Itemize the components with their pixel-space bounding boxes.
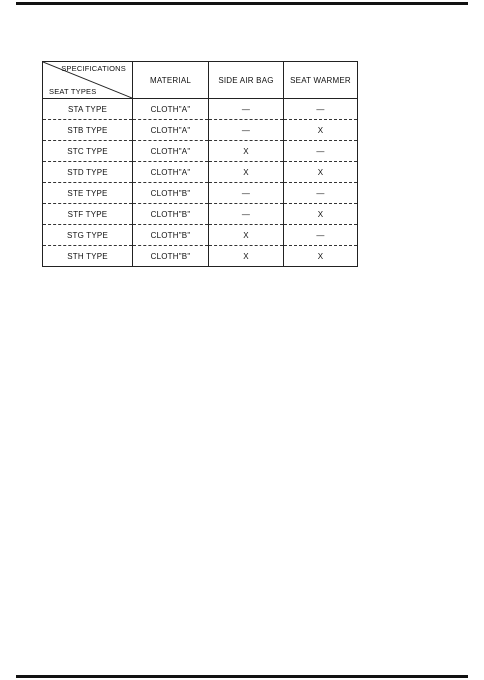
header-side-air-bag: SIDE AIR BAG — [209, 62, 284, 99]
seat-type-cell: STF TYPE — [43, 204, 133, 225]
seat-warmer-cell: X — [284, 204, 358, 225]
seat-type-cell: STA TYPE — [43, 99, 133, 120]
table-row — [43, 225, 358, 246]
material-cell: CLOTH"B" — [133, 183, 209, 204]
material-cell: CLOTH"A" — [133, 141, 209, 162]
side-air-bag-cell: X — [209, 141, 284, 162]
material-cell: CLOTH"B" — [133, 225, 209, 246]
header-seat-warmer: SEAT WARMER — [284, 62, 358, 99]
table-row — [43, 204, 358, 225]
material-cell: CLOTH"A" — [133, 162, 209, 183]
seat-type-cell: STC TYPE — [43, 141, 133, 162]
material-cell: CLOTH"B" — [133, 246, 209, 267]
material-cell: CLOTH"B" — [133, 204, 209, 225]
header-specifications: SPECIFICATIONS — [61, 64, 126, 73]
bottom-rule — [16, 675, 468, 678]
seat-type-cell: STE TYPE — [43, 183, 133, 204]
side-air-bag-cell: X — [209, 225, 284, 246]
table-row — [43, 99, 358, 120]
table-row — [43, 120, 358, 141]
seat-warmer-cell: — — [284, 183, 358, 204]
header-seat-types: SEAT TYPES — [49, 87, 97, 96]
seat-type-cell: STB TYPE — [43, 120, 133, 141]
side-air-bag-cell: — — [209, 120, 284, 141]
side-air-bag-cell: X — [209, 162, 284, 183]
seat-warmer-cell: X — [284, 246, 358, 267]
table-row — [43, 162, 358, 183]
header-material: MATERIAL — [133, 62, 209, 99]
table-header-row — [43, 62, 358, 99]
material-cell: CLOTH"A" — [133, 120, 209, 141]
seat-warmer-cell: — — [284, 99, 358, 120]
seat-type-cell: STD TYPE — [43, 162, 133, 183]
seat-specification-table — [42, 61, 358, 267]
side-air-bag-cell: X — [209, 246, 284, 267]
seat-type-cell: STH TYPE — [43, 246, 133, 267]
top-rule — [16, 2, 468, 5]
side-air-bag-cell: — — [209, 204, 284, 225]
seat-warmer-cell: — — [284, 141, 358, 162]
material-cell: CLOTH"A" — [133, 99, 209, 120]
side-air-bag-cell: — — [209, 99, 284, 120]
table-row — [43, 183, 358, 204]
table-row — [43, 141, 358, 162]
seat-warmer-cell: — — [284, 225, 358, 246]
side-air-bag-cell: — — [209, 183, 284, 204]
header-diagonal-cell — [43, 62, 133, 99]
seat-type-cell: STG TYPE — [43, 225, 133, 246]
seat-warmer-cell: X — [284, 120, 358, 141]
table-row — [43, 246, 358, 267]
seat-warmer-cell: X — [284, 162, 358, 183]
